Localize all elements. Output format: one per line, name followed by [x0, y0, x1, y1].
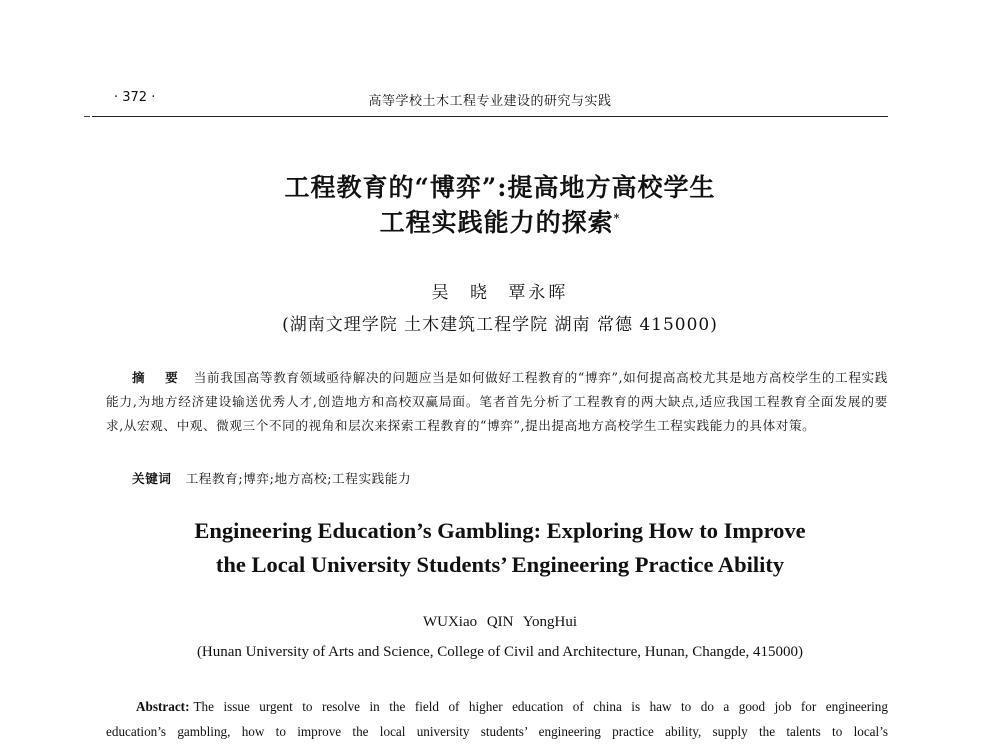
english-affiliation: (Hunan University of Arts and Science, College of Civil and Architecture, Hunan, Changde, 415000) [196, 644, 804, 660]
chinese-affiliation: (湖南文理学院 土木建筑工程学院 湖南 常德 415000) [282, 315, 718, 335]
header-rule-tick [84, 116, 90, 117]
chinese-title-line-1: 工程教育的“博弈”:提高地方高校学生 [284, 173, 716, 202]
english-title-line-1: Engineering Education’s Gambling: Exploring How to Improve [194, 518, 806, 543]
chinese-title-line-2-text: 工程实践能力的探索 [379, 208, 614, 237]
english-abstract-line-1 [106, 694, 888, 719]
english-abstract-label: Abstract: [136, 699, 190, 714]
english-abstract-text-1: The issue urgent to resolve in the field of higher education of china is haw to do a good job for engineering [193, 699, 888, 714]
chinese-abstract [106, 366, 888, 438]
page-number: · 372 · [114, 90, 156, 105]
chinese-abstract-text: 当前我国高等教育领域亟待解决的问题应当是如何做好工程教育的“博弈”,如何提高高校尤其是地方高校学生的工程实践能力,为地方经济建设输送优秀人才,创造地方和高校双赢局面。笔者首先分析了工程教育的两大缺点,适应我国工程教育全面发展的要求,从宏观、中观、微观三个不同的视角和层次来探索工程教育的“博弈”,提出提高地方高校学生工程实践能力的具体对策。 [106, 370, 888, 433]
chinese-authors: 吴 晓 覃永晖 [431, 283, 569, 303]
english-title-line-2: the Local University Students’ Engineering Practice Ability [215, 552, 785, 577]
header-rule [92, 116, 888, 117]
chinese-keywords-text: 工程教育;博弈;地方高校;工程实践能力 [185, 471, 412, 486]
english-authors: WUXiao QIN YongHui [422, 614, 578, 630]
chinese-keywords-label: 关键词 [132, 471, 172, 486]
chinese-keywords [132, 468, 411, 487]
journal-title: 高等学校土木工程专业建设的研究与实践 [368, 94, 612, 109]
english-abstract-line-2: education’s gambling, how to improve the local university students’ engineering practice ability, supply the talents to local’s [106, 724, 888, 739]
chinese-abstract-label: 摘 要 [132, 370, 186, 385]
running-header [92, 86, 888, 108]
footnote-mark: * [613, 211, 621, 225]
english-abstract [106, 694, 888, 744]
chinese-title-line-2 [100, 203, 900, 239]
